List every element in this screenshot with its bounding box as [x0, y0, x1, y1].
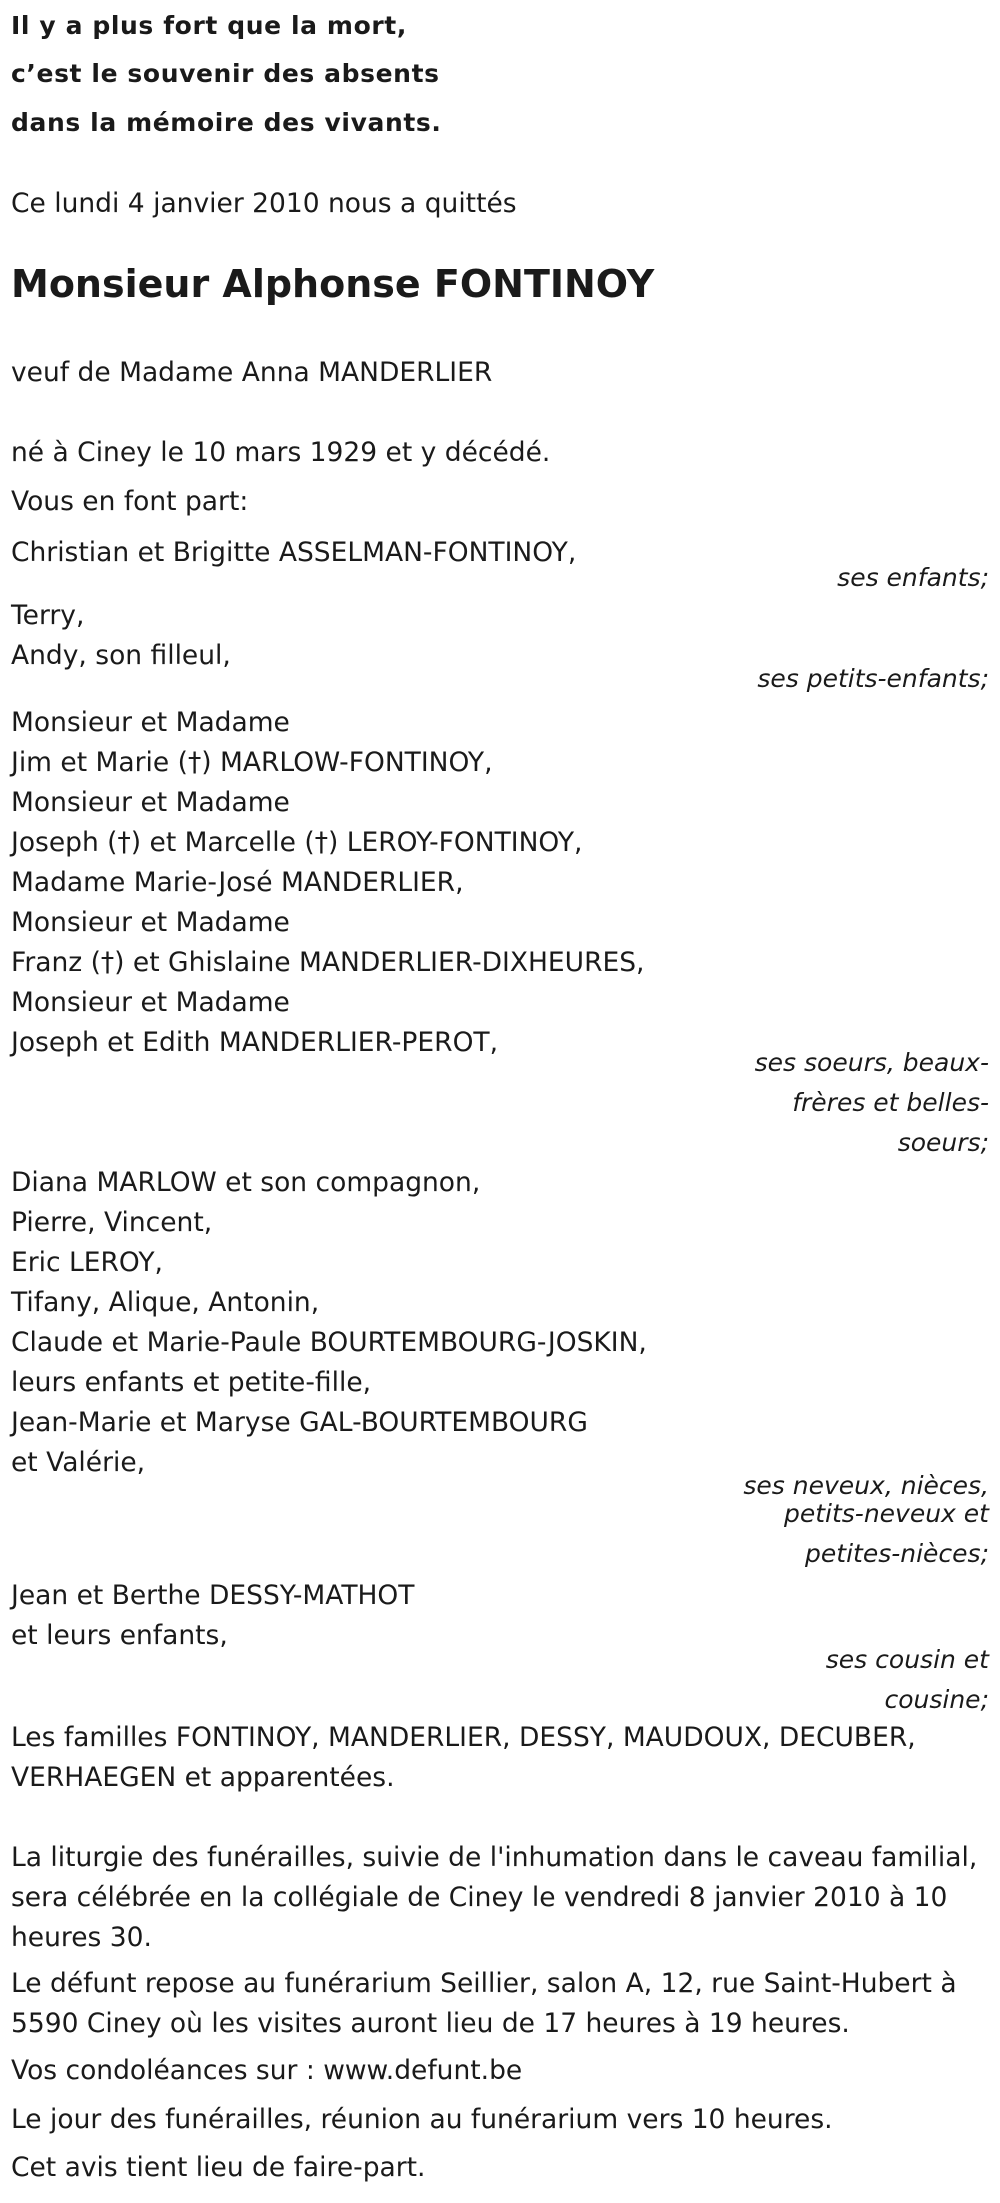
deceased-name: Monsieur Alphonse FONTINOY — [11, 262, 655, 306]
nephews-line: Tifany, Alique, Antonin, — [11, 1287, 320, 1318]
relation-nephews: petites-nièces; — [805, 1539, 989, 1568]
children-line: Christian et Brigitte ASSELMAN-FONTINOY, — [11, 537, 577, 568]
birth-death: né à Ciney le 10 mars 1929 et y décédé. — [11, 437, 551, 468]
relation-grandchildren: ses petits-enfants; — [757, 664, 989, 693]
quote-line: c’est le souvenir des absents — [11, 59, 440, 88]
nephews-line: et Valérie, — [11, 1447, 146, 1478]
families-line: Les familles FONTINOY, MANDERLIER, DESSY, MAUDOUX, DECUBER, — [11, 1722, 916, 1753]
widower-of: veuf de Madame Anna MANDERLIER — [11, 357, 493, 388]
grandchildren-line: Terry, — [11, 600, 85, 631]
rest-line: Le défunt repose au funérarium Seillier, salon A, 12, rue Saint-Hubert à — [11, 1968, 957, 1999]
relation-cousins: ses cousin et — [825, 1645, 989, 1674]
relation-siblings: ses soeurs, beaux- — [754, 1048, 989, 1077]
siblings-line: Monsieur et Madame — [11, 907, 290, 938]
rest-line: 5590 Ciney où les visites auront lieu de 17 heures à 19 heures. — [11, 2008, 850, 2039]
quote-line: dans la mémoire des vivants. — [11, 108, 442, 137]
liturgy-line: La liturgie des funérailles, suivie de l'inhumation dans le caveau familial, — [11, 1842, 978, 1873]
siblings-line: Monsieur et Madame — [11, 987, 290, 1018]
siblings-line: Joseph et Edith MANDERLIER-PEROT, — [11, 1027, 499, 1058]
cousins-line: Jean et Berthe DESSY-MATHOT — [11, 1580, 415, 1611]
nephews-line: Claude et Marie-Paule BOURTEMBOURG-JOSKIN, — [11, 1327, 647, 1358]
relation-cousins: cousine; — [884, 1685, 989, 1714]
announcement: Vous en font part: — [11, 486, 249, 517]
liturgy-line: sera célébrée en la collégiale de Ciney le vendredi 8 janvier 2010 à 10 — [11, 1882, 948, 1913]
siblings-line: Madame Marie-José MANDERLIER, — [11, 867, 464, 898]
liturgy-line: heures 30. — [11, 1922, 152, 1953]
families-line: VERHAEGEN et apparentées. — [11, 1762, 395, 1793]
relation-nephews: ses neveux, nièces, — [743, 1471, 989, 1500]
siblings-line: Joseph (†) et Marcelle (†) LEROY-FONTINOY, — [11, 827, 583, 858]
nephews-line: Pierre, Vincent, — [11, 1207, 213, 1238]
condolences-text: Vos condoléances sur : www.defunt.be — [11, 2055, 523, 2086]
relation-children: ses enfants; — [837, 563, 989, 592]
meeting-text: Le jour des funérailles, réunion au funérarium vers 10 heures. — [11, 2104, 833, 2135]
quote-line: Il y a plus fort que la mort, — [11, 11, 407, 40]
nephews-line: Diana MARLOW et son compagnon, — [11, 1167, 481, 1198]
grandchildren-line: Andy, son filleul, — [11, 640, 231, 671]
relation-siblings: frères et belles- — [792, 1088, 989, 1117]
relation-nephews: petits-neveux et — [783, 1499, 989, 1528]
siblings-line: Jim et Marie (†) MARLOW-FONTINOY, — [11, 747, 493, 778]
nephews-line: Eric LEROY, — [11, 1247, 163, 1278]
cousins-line: et leurs enfants, — [11, 1620, 228, 1651]
nephews-line: leurs enfants et petite-fille, — [11, 1367, 372, 1398]
siblings-line: Franz (†) et Ghislaine MANDERLIER-DIXHEURES, — [11, 947, 645, 978]
siblings-line: Monsieur et Madame — [11, 787, 290, 818]
nephews-line: Jean-Marie et Maryse GAL-BOURTEMBOURG — [11, 1407, 588, 1438]
relation-siblings: soeurs; — [897, 1128, 989, 1157]
closing-text: Cet avis tient lieu de faire-part. — [11, 2152, 426, 2183]
siblings-line: Monsieur et Madame — [11, 707, 290, 738]
intro-text: Ce lundi 4 janvier 2010 nous a quittés — [11, 188, 517, 219]
